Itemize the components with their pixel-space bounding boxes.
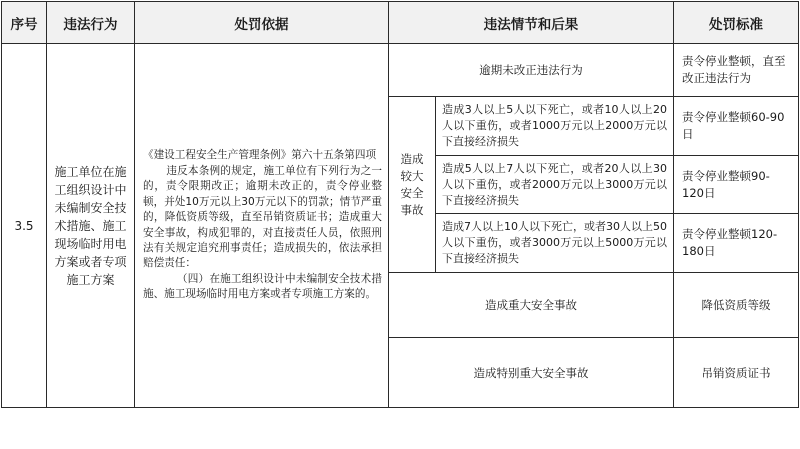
circumstance-accident-group (389, 97, 436, 273)
row-penalty-basis (135, 44, 389, 408)
row-violation-act: 施工单位在施工组织设计中未编制安全技术措施、施工现场临时用电方案或者专项施工方案 (47, 44, 135, 408)
header-seq: 序号 (2, 2, 47, 44)
accident-level-penalty: 责令停业整顿90-120日 (674, 156, 799, 214)
penalty-major-accident: 降低资质等级 (674, 273, 799, 338)
header-basis: 处罚依据 (135, 2, 389, 44)
accident-level-detail: 造成7人以上10人以下死亡，或者30人以上50人以下重伤，或者3000万元以上5000万元以下直接经济损失 (436, 214, 674, 273)
header-row (2, 2, 799, 44)
accident-level-penalty: 责令停业整顿60-90日 (674, 97, 799, 156)
accident-level-penalty: 责令停业整顿120-180日 (674, 214, 799, 273)
basis-paragraph-1: 违反本条例的规定，施工单位有下列行为之一的，责令限期改正；逾期未改正的，责令停业整顿，并处10万元以上30万元以下的罚款；情节严重的，降低资质等级，直至吊销资质证书；造成重大安全事故，构成犯罪的，对直接责任人员，依照刑法有关规定追究刑事责任；造成损失的，依法承担赔偿责任： (143, 164, 382, 270)
accident-group-label: 造成较大安全事故 (400, 151, 424, 217)
penalty-extra-major-accident: 吊销资质证书 (674, 338, 799, 408)
basis-paragraph-2: （四）在施工组织设计中未编制安全技术措施、施工现场临时用电方案或者专项施工方案的。 (143, 272, 382, 301)
header-circumstances: 违法情节和后果 (389, 2, 674, 44)
penalty-table-frame (1, 1, 798, 448)
header-standard: 处罚标准 (674, 2, 799, 44)
circumstance-major-accident: 造成重大安全事故 (389, 273, 674, 338)
accident-level-detail: 造成3人以上5人以下死亡，或者10人以上20人以下重伤，或者1000万元以上2000万元以下直接经济损失 (436, 97, 674, 156)
basis-title: 《建设工程安全生产管理条例》第六十五条第四项 (143, 149, 377, 162)
row-seq-number: 3.5 (2, 44, 47, 408)
circumstance-overdue: 逾期未改正违法行为 (389, 44, 674, 97)
circumstance-extra-major-accident: 造成特别重大安全事故 (389, 338, 674, 408)
header-act: 违法行为 (47, 2, 135, 44)
penalty-overdue: 责令停业整顿，直至改正违法行为 (674, 44, 799, 97)
accident-level-detail: 造成5人以上7人以下死亡，或者20人以上30人以下重伤，或者2000万元以上3000万元以下直接经济损失 (436, 156, 674, 214)
table-row-overdue (2, 44, 799, 97)
penalty-standard-table (1, 1, 799, 408)
